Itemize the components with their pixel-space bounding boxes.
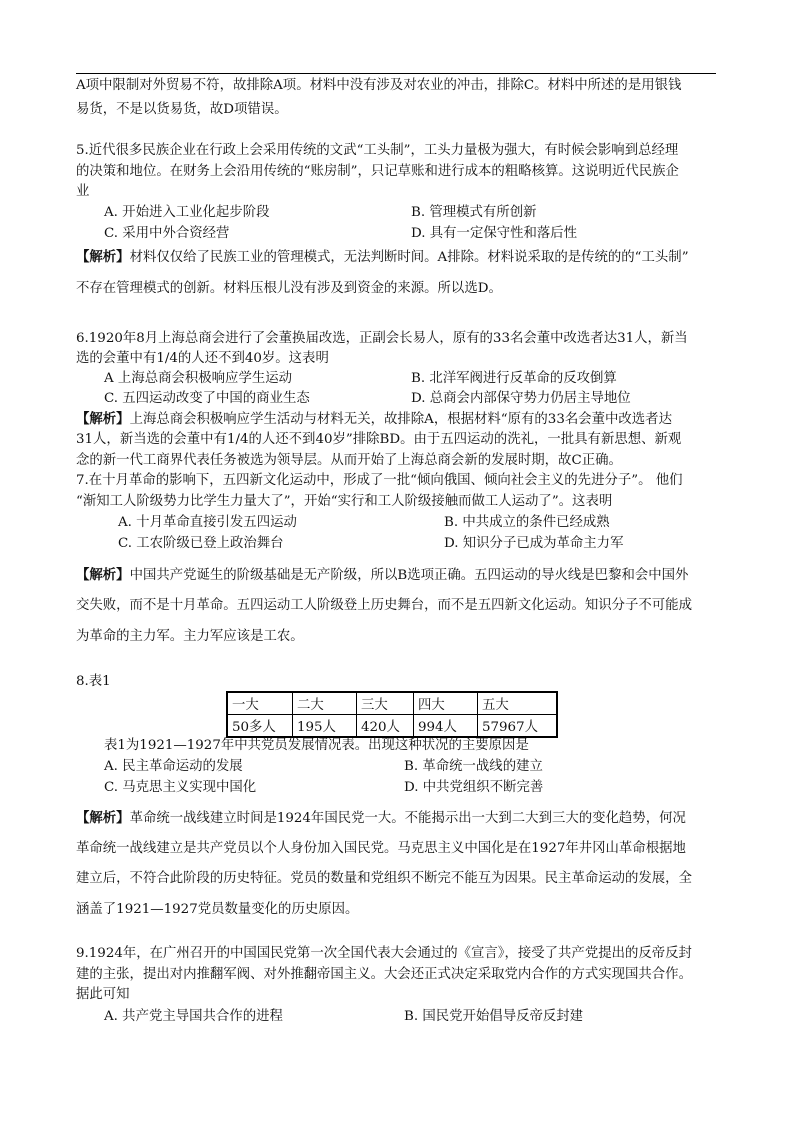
q9-option-a: A. 共产党主导国共合作的进程 xyxy=(104,1009,283,1024)
table-cell: 57967人 xyxy=(478,715,558,738)
q8-stem: 表1为1921—1927年中共党员发展情况表。出现这种状况的主要原因是 xyxy=(104,738,529,753)
table-cell: 994人 xyxy=(414,715,478,738)
q6-option-b: B. 北洋军阀进行反革命的反攻倒算 xyxy=(411,371,617,386)
q8-label: 8.表1 xyxy=(76,674,111,689)
q5-option-b: B. 管理模式有所创新 xyxy=(411,205,537,220)
q7-stem: “渐知工人阶级势力比学生力量大了”，开始“实行和工人阶级接触而做工人运动了”。这表明 xyxy=(76,494,613,509)
q5-stem: 的决策和地位。在财务上会沿用传统的“账房制”，只记草账和进行成本的粗略核算。这说明近代民族企 xyxy=(76,164,679,179)
table-header-cell: 二大 xyxy=(293,692,357,715)
q5-stem: 业 xyxy=(76,184,90,199)
table-row xyxy=(227,715,557,738)
q4-analysis-line: 易货，不是以货易货，故D项错误。 xyxy=(76,102,288,117)
analysis-text: 上海总商会积极响应学生活动与材料无关，故排除A，根据材料“原有的33名会董中改选者达 xyxy=(129,412,672,427)
q7-analysis-line: 交失败，而不是十月革命。五四运动工人阶级登上历史舞台，而不是五四新文化运动。知识分子不可能成 xyxy=(76,598,692,613)
table-header-cell: 三大 xyxy=(357,692,414,715)
q6-stem: 6.1920年8月上海总商会进行了会董换届改选，正副会长易人，原有的33名会董中改选者达31人，新当 xyxy=(76,331,688,346)
q7-option-b: B. 中共成立的条件已经成熟 xyxy=(444,515,610,530)
q8-option-d: D. 中共党组织不断完善 xyxy=(404,780,544,795)
q9-stem: 9.1924年，在广州召开的中国国民党第一次全国代表大会通过的《宣言》，接受了共产党提出的反帝反封 xyxy=(76,946,692,961)
analysis-text: 革命统一战线建立时间是1924年国民党一大。不能揭示出一大到二大到三大的变化趋势，何况 xyxy=(129,811,686,826)
q9-option-b: B. 国民党开始倡导反帝反封建 xyxy=(404,1009,584,1024)
q6-analysis-line: 31人，新当选的会董中有1/4的人还不到40岁”排除BD。由于五四运动的洗礼，一批具有新思想、新观 xyxy=(76,432,682,447)
q7-option-a: A. 十月革命直接引发五四运动 xyxy=(118,515,297,530)
q6-option-d: D. 总商会内部保守势力仍居主导地位 xyxy=(411,391,631,406)
q5-option-c: C. 采用中外合资经营 xyxy=(104,226,230,241)
analysis-text: 材料仅仅给了民族工业的管理模式，无法判断时间。A排除。材料说采取的是传统的的“工头制” xyxy=(129,250,689,265)
q7-stem: 7.在十月革命的影响下，五四新文化运动中，形成了一批“倾向俄国、倾向社会主义的先进分子”。 他们 xyxy=(76,473,683,488)
table-header-cell: 一大 xyxy=(227,692,293,715)
q5-analysis-line: 不存在管理模式的创新。材料压根儿没有涉及到资金的来源。所以选D。 xyxy=(76,281,502,296)
q5-option-d: D. 具有一定保守性和落后性 xyxy=(411,226,578,241)
q8-analysis-line: 涵盖了1921—1927党员数量变化的历史原因。 xyxy=(76,902,359,917)
q4-analysis-line: A项中限制对外贸易不符，故排除A项。材料中没有涉及对农业的冲击，排除C。材料中所述的是用银钱 xyxy=(76,78,682,93)
q6-analysis xyxy=(76,409,672,430)
q8-analysis-line: 革命统一战线建立是共产党员以个人身份加入国民党。马克思主义中国化是在1927年井冈山革命根据地 xyxy=(76,841,686,856)
table-header-row xyxy=(227,692,557,715)
q8-analysis xyxy=(76,808,686,829)
party-membership-table xyxy=(226,691,558,738)
q5-stem: 5.近代很多民族企业在行政上会采用传统的文武“工头制”，工头力量极为强大，有时候会影响到总经理 xyxy=(76,143,679,158)
q6-option-c: C. 五四运动改变了中国的商业生态 xyxy=(104,391,310,406)
q5-analysis xyxy=(76,247,689,268)
analysis-tag: 【解析】 xyxy=(76,249,130,265)
analysis-text: 中国共产党诞生的阶级基础是无产阶级，所以B选项正确。五四运动的导火线是巴黎和会中国外 xyxy=(129,568,689,583)
analysis-tag: 【解析】 xyxy=(76,810,130,826)
q8-option-a: A. 民主革命运动的发展 xyxy=(104,759,243,774)
q8-option-c: C. 马克思主义实现中国化 xyxy=(104,780,257,795)
q6-stem: 选的会董中有1/4的人还不到40岁。这表明 xyxy=(76,351,329,366)
analysis-tag: 【解析】 xyxy=(76,567,130,583)
table-header-cell: 四大 xyxy=(414,692,478,715)
q7-option-c: C. 工农阶级已登上政治舞台 xyxy=(118,536,284,551)
q6-analysis-line: 念的新一代工商界代表任务被选为领导层。从而开始了上海总商会新的发展时期，故C正确。 xyxy=(76,453,622,468)
q8-option-b: B. 革命统一战线的建立 xyxy=(404,759,543,774)
q8-analysis-line: 建立后，不符合此阶段的历史特征。党员的数量和党组织不断完不能互为因果。民主革命运动的发展，全 xyxy=(76,871,692,886)
q7-analysis-line: 为革命的主力军。主力军应该是工农。 xyxy=(76,629,304,644)
header-rule xyxy=(76,73,716,74)
table-cell: 50多人 xyxy=(227,715,293,738)
analysis-tag: 【解析】 xyxy=(76,411,130,427)
q5-option-a: A. 开始进入工业化起步阶段 xyxy=(104,205,270,220)
table-cell: 420人 xyxy=(357,715,414,738)
q6-option-a: A 上海总商会积极响应学生运动 xyxy=(104,371,293,386)
q9-stem: 据此可知 xyxy=(76,987,130,1002)
table-cell: 195人 xyxy=(293,715,357,738)
q9-stem: 建的主张，提出对内推翻军阀、对外推翻帝国主义。大会还正式决定采取党内合作的方式实现国共合作。 xyxy=(76,967,692,982)
q7-option-d: D. 知识分子已成为革命主力军 xyxy=(444,536,624,551)
table-header-cell: 五大 xyxy=(478,692,558,715)
q7-analysis xyxy=(76,565,688,586)
